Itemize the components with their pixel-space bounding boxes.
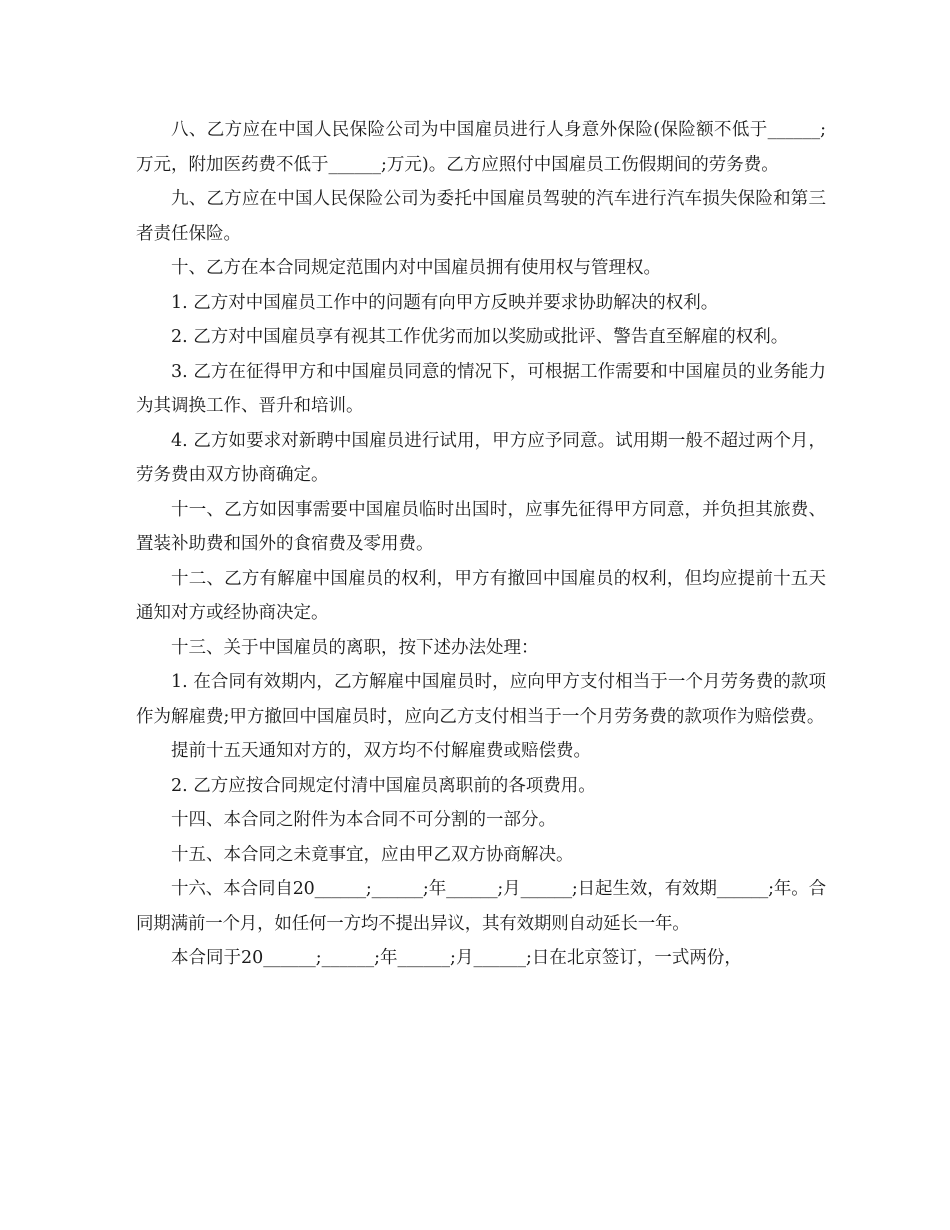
clause-13: 十三、关于中国雇员的离职，按下述办法处理： [171,637,539,658]
clause-12: 十二、乙方有解雇中国雇员的权利，甲方有撤回中国雇员的权利，但均应提前十五天通知对方或经协商决定。 [136,568,826,623]
clause-10-item-4: 4. 乙方如要求对新聘中国雇员进行试用，甲方应予同意。试用期一般不超过两个月，劳务费由双方协商确定。 [136,430,826,485]
clause-15: 十五、本合同之未竟事宜，应由甲乙双方协商解决。 [171,844,574,865]
clause-13-note: 提前十五天通知对方的，双方均不付解雇费或赔偿费。 [171,741,591,761]
document-body [136,113,826,976]
signing-statement: 本合同于20______;______;年______;月______;日在北京签订，一式两份， [171,948,742,968]
clause-10-item-1: 1. 乙方对中国雇员工作中的问题有向甲方反映并要求协助解决的权利。 [171,292,719,313]
clause-10-item-3: 3. 乙方在征得甲方和中国雇员同意的情况下，可根据工作需要和中国雇员的业务能力为其调换工作、晋升和培训。 [136,361,826,416]
clause-13-item-2: 2. 乙方应按合同规定付清中国雇员离职前的各项费用。 [171,775,596,796]
clause-10: 十、乙方在本合同规定范围内对中国雇员拥有使用权与管理权。 [171,258,661,278]
clause-16: 十六、本合同自20______;______;年______;月______;日起生效，有效期______;年。合同期满前一个月，如任何一方均不提出异议，其有效期则自动延长一年。 [136,879,826,934]
clause-9: 九、乙方应在中国人民保险公司为委托中国雇员驾驶的汽车进行汽车损失保险和第三者责任保险。 [136,189,826,244]
clause-13-item-1: 1. 在合同有效期内，乙方解雇中国雇员时，应向甲方支付相当于一个月劳务费的款项作为解雇费;甲方撤回中国雇员时，应向乙方支付相当于一个月劳务费的款项作为赔偿费。 [136,672,826,727]
clause-14: 十四、本合同之附件为本合同不可分割的一部分。 [171,810,556,830]
clause-10-item-2: 2. 乙方对中国雇员享有视其工作优劣而加以奖励或批评、警告直至解雇的权利。 [171,327,789,347]
clause-11: 十一、乙方如因事需要中国雇员临时出国时，应事先征得甲方同意，并负担其旅费、置装补助费和国外的食宿费及零用费。 [136,499,826,554]
clause-8: 八、乙方应在中国人民保险公司为中国雇员进行人身意外保险(保险额不低于______;万元，附加医药费不低于______;万元)。乙方应照付中国雇员工伤假期间的劳务费。 [136,120,826,175]
